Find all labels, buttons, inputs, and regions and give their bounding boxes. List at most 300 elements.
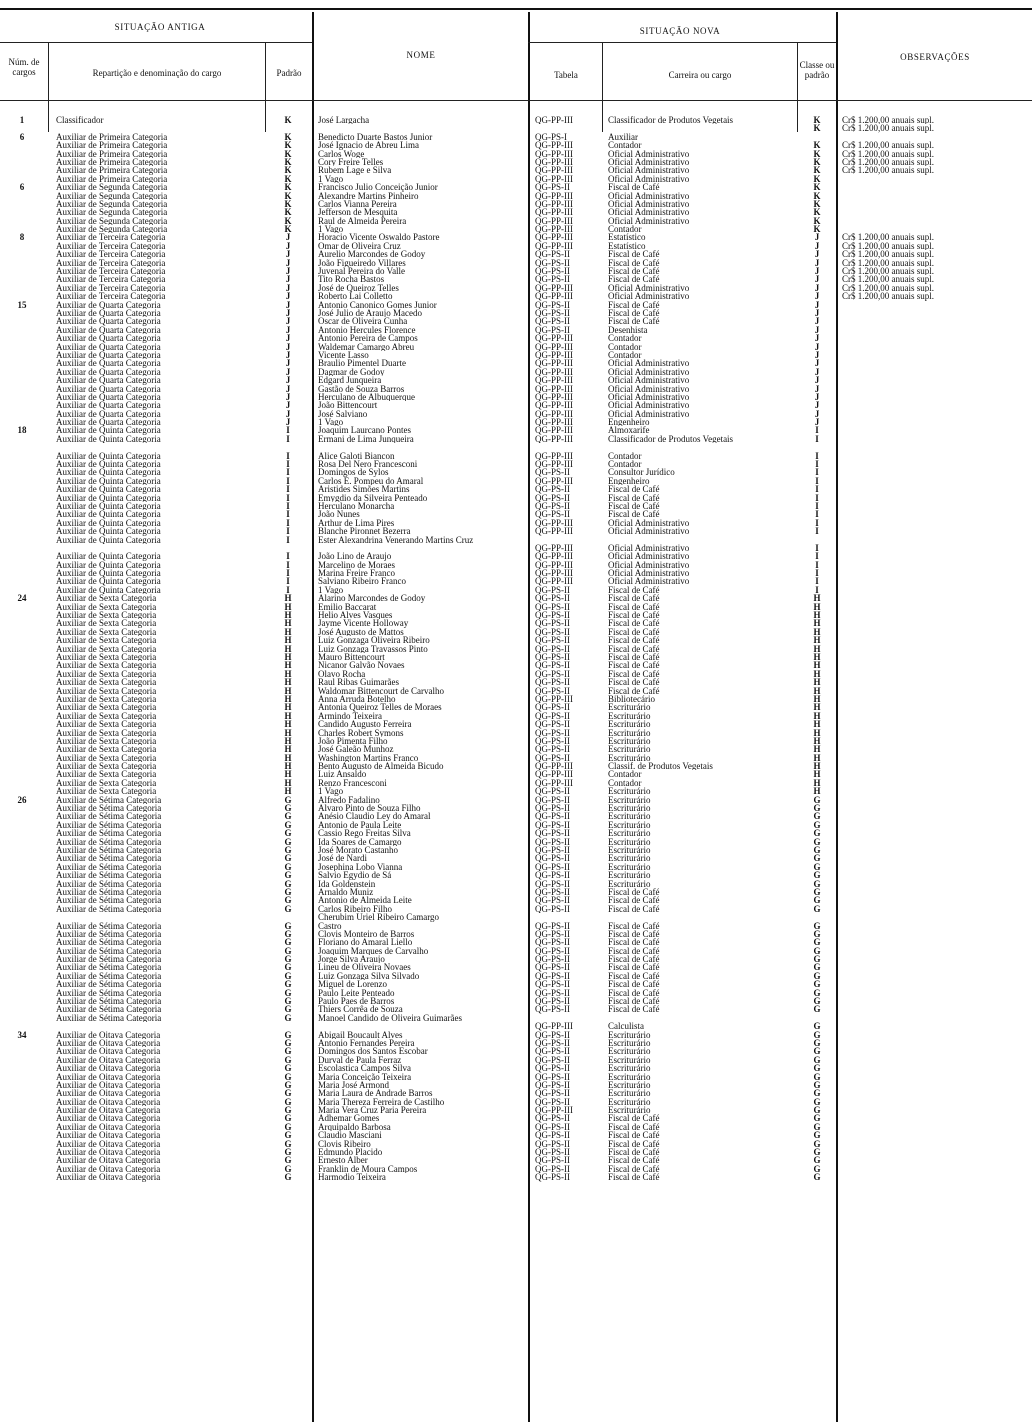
reparticao-cell: Auxiliar de Quarta Categoria bbox=[56, 359, 161, 368]
table-row bbox=[0, 863, 1032, 871]
reparticao-cell: Auxiliar de Sétima Categoria bbox=[56, 829, 162, 838]
table-row bbox=[0, 343, 1032, 351]
classe-cell: G bbox=[813, 871, 821, 880]
reparticao-cell: Auxiliar de Terceira Categoria bbox=[56, 258, 166, 268]
nome-cell: José Galeão Munhoz bbox=[318, 745, 394, 754]
nome-cell: Luiz Gonzaga Silva Silvado bbox=[318, 971, 420, 981]
table-row bbox=[0, 1123, 1032, 1131]
table-row bbox=[0, 477, 1032, 485]
nome-cell: Juvenal Pereira do Valle bbox=[318, 267, 406, 276]
observacao-cell: Cr$ 1.200,00 anuais supl. bbox=[842, 275, 934, 284]
reparticao-cell: Auxiliar de Terceira Categoria bbox=[56, 250, 166, 259]
table-row bbox=[0, 812, 1032, 820]
tabela-cell: QG-PP-III bbox=[535, 376, 573, 385]
tabela-cell: QG-PP-III bbox=[535, 149, 573, 158]
table-row bbox=[0, 955, 1032, 963]
padrao-cell: G bbox=[284, 988, 292, 998]
reparticao-cell: Auxiliar de Quinta Categoria bbox=[56, 518, 161, 528]
nome-cell: Aristides Simões Martins bbox=[318, 485, 410, 494]
classe-cell: J bbox=[814, 359, 820, 368]
reparticao-cell: Auxiliar de Sétima Categoria bbox=[56, 879, 162, 888]
tabela-cell: QG-PS-II bbox=[535, 711, 570, 721]
tabela-cell: QG-PS-II bbox=[535, 1139, 570, 1149]
reparticao-cell: Classificador bbox=[56, 116, 104, 125]
classe-cell: J bbox=[814, 275, 820, 284]
padrao-cell: G bbox=[284, 980, 292, 989]
nome-cell: Maria Vera Cruz Paria Pereira bbox=[318, 1106, 427, 1115]
tabela-cell: QG-PS-II bbox=[535, 703, 570, 712]
reparticao-cell: Auxiliar de Sétima Categoria bbox=[56, 896, 162, 905]
carreira-cell: Fiscal de Café bbox=[608, 1148, 660, 1157]
carreira-cell: Escriturário bbox=[608, 837, 651, 846]
carreira-cell: Fiscal de Café bbox=[608, 1131, 660, 1140]
reparticao-cell: Auxiliar de Sexta Categoria bbox=[56, 778, 157, 788]
reparticao-cell: Auxiliar de Sétima Categoria bbox=[56, 955, 162, 964]
padrao-cell: I bbox=[286, 485, 290, 494]
reparticao-cell: Auxiliar de Sexta Categoria bbox=[56, 594, 157, 603]
table-row bbox=[0, 1081, 1032, 1089]
nome-cell: Francisco Julio Conceição Junior bbox=[318, 183, 438, 192]
tabela-cell: QG-PS-II bbox=[535, 988, 570, 998]
table-row bbox=[0, 485, 1032, 493]
tabela-cell: QG-PP-III bbox=[535, 350, 573, 360]
carreira-cell: Escriturário bbox=[608, 745, 651, 754]
nome-cell: Horacio Vicente Oswaldo Pastore bbox=[318, 233, 440, 242]
classe-cell: J bbox=[814, 233, 820, 242]
table-row bbox=[0, 1031, 1032, 1039]
padrao-cell: G bbox=[284, 1072, 292, 1081]
reparticao-cell: Auxiliar de Oitava Categoria bbox=[56, 1139, 161, 1149]
tabela-cell: QG-PS-II bbox=[535, 1055, 570, 1065]
classe-cell: H bbox=[813, 661, 821, 670]
table-row bbox=[0, 796, 1032, 804]
nome-cell: Armindo Teixeira bbox=[318, 711, 382, 721]
nome-cell: Aurelio Marcondes de Godoy bbox=[318, 250, 426, 259]
table-row bbox=[0, 661, 1032, 669]
carreira-cell: Oficial Administrativo bbox=[608, 199, 690, 209]
table-row bbox=[0, 183, 1032, 191]
classe-cell: G bbox=[813, 938, 821, 947]
nome-cell: Herculano de Albuquerque bbox=[318, 392, 415, 402]
carreira-cell: Fiscal de Café bbox=[608, 946, 660, 956]
nome-cell: Gastão de Souza Barros bbox=[318, 384, 405, 393]
nome-cell: Salviano Ribeiro Franco bbox=[318, 577, 406, 586]
nome-cell: Durval de Paula Ferraz bbox=[318, 1055, 402, 1065]
table-row bbox=[0, 569, 1032, 577]
tabela-cell: QG-PP-III bbox=[535, 762, 573, 771]
padrao-cell: G bbox=[284, 1080, 292, 1090]
classe-cell: I bbox=[815, 426, 819, 435]
tabela-cell: QG-PS-II bbox=[535, 669, 570, 679]
classe-cell: J bbox=[814, 342, 820, 351]
tabela-cell: QG-PS-II bbox=[535, 686, 570, 695]
table-row bbox=[0, 1098, 1032, 1106]
padrao-heading: Padrão bbox=[276, 68, 302, 78]
table-row bbox=[0, 829, 1032, 837]
classe-cell: H bbox=[813, 694, 821, 704]
nome-cell: Thiers Corrêa de Souza bbox=[318, 1005, 403, 1014]
classe-cell: G bbox=[813, 1030, 821, 1039]
classe-cell: J bbox=[814, 350, 820, 360]
padrao-cell: H bbox=[284, 627, 292, 637]
reparticao-cell: Auxiliar de Quarta Categoria bbox=[56, 418, 161, 427]
reparticao-cell: Auxiliar de Sexta Categoria bbox=[56, 720, 157, 729]
tabela-cell: QG-PP-III bbox=[535, 451, 573, 461]
nome-cell: Omar de Oliveira Cruz bbox=[318, 241, 401, 251]
padrao-cell: G bbox=[284, 1139, 292, 1149]
table-row bbox=[0, 443, 1032, 451]
classe-cell: K bbox=[813, 141, 821, 150]
table-row bbox=[0, 1022, 1032, 1030]
nome-cell: Anna Arruda Botelho bbox=[318, 694, 396, 704]
header-rule bbox=[528, 42, 836, 43]
carreira-cell: Fiscal de Café bbox=[608, 661, 660, 670]
tabela-cell: QG-PP-III bbox=[535, 384, 573, 393]
reparticao-cell: Auxiliar de Sétima Categoria bbox=[56, 854, 162, 863]
carreira-cell: Escriturário bbox=[608, 871, 651, 880]
nome-cell: Rubem Lage e Silva bbox=[318, 166, 392, 175]
reparticao-cell: Auxiliar de Segunda Categoria bbox=[56, 225, 168, 234]
carreira-cell: Escriturário bbox=[608, 795, 651, 805]
padrao-cell: G bbox=[284, 896, 292, 905]
carreira-cell: Fiscal de Café bbox=[608, 250, 660, 259]
classe-cell: H bbox=[813, 703, 821, 712]
carreira-cell: Oficial Administrativo bbox=[608, 367, 690, 377]
tabela-cell: QG-PS-II bbox=[535, 678, 570, 687]
table-row bbox=[0, 301, 1032, 309]
nome-cell: Domingos de Sylos bbox=[318, 468, 389, 477]
classe-cell: G bbox=[813, 1173, 821, 1182]
carreira-cell: Fiscal de Café bbox=[608, 501, 660, 511]
padrao-cell: I bbox=[286, 451, 290, 461]
reparticao-cell: Auxiliar de Sétima Categoria bbox=[56, 988, 162, 998]
padrao-cell: J bbox=[285, 233, 291, 242]
nome-cell: Luiz Ansaldo bbox=[318, 770, 367, 779]
tabela-cell: QG-PP-III bbox=[535, 241, 573, 251]
tabela-cell: QG-PS-II bbox=[535, 837, 570, 846]
observacao-cell: Cr$ 1.200,00 anuais supl. bbox=[842, 141, 934, 150]
carreira-cell: Contador bbox=[608, 342, 642, 351]
nome-cell: Renzo Francesconi bbox=[318, 778, 387, 788]
nome-cell: Lineu de Oliveira Novaes bbox=[318, 963, 411, 972]
reparticao-cell: Auxiliar de Oitava Categoria bbox=[56, 1072, 161, 1081]
nome-cell: João Figueiredo Villares bbox=[318, 258, 406, 268]
carreira-cell: Fiscal de Café bbox=[608, 611, 660, 620]
table-row bbox=[0, 116, 1032, 124]
classe-cell: G bbox=[813, 929, 821, 939]
nome-cell: José Largacha bbox=[318, 116, 370, 125]
nome-cell: Claudio Masciani bbox=[318, 1131, 382, 1140]
nome-cell: Joaquim Laurcano Pontes bbox=[318, 426, 411, 435]
classe-cell: H bbox=[813, 602, 821, 612]
tabela-cell: QG-PS-II bbox=[535, 753, 570, 763]
tabela-cell: QG-PS-II bbox=[535, 1148, 570, 1157]
table-row bbox=[0, 905, 1032, 913]
classe-cell: J bbox=[814, 384, 820, 393]
reparticao-cell: Auxiliar de Sexta Categoria bbox=[56, 736, 157, 746]
tabela-cell: QG-PP-III bbox=[535, 434, 573, 444]
classe-cell: J bbox=[814, 392, 820, 402]
table-row bbox=[0, 552, 1032, 560]
padrao-cell: G bbox=[284, 1156, 292, 1165]
tabela-cell: QG-PS-II bbox=[535, 1131, 570, 1140]
classe-cell: J bbox=[814, 317, 820, 326]
table-row bbox=[0, 452, 1032, 460]
table-row bbox=[0, 393, 1032, 401]
table-row bbox=[0, 1014, 1032, 1022]
reparticao-cell: Auxiliar de Primeira Categoria bbox=[56, 141, 168, 150]
reparticao-cell: Auxiliar de Primeira Categoria bbox=[56, 166, 168, 175]
reparticao-cell: Auxiliar de Sexta Categoria bbox=[56, 762, 157, 771]
classe-cell: G bbox=[813, 1114, 821, 1123]
reparticao-cell: Auxiliar de Sétima Categoria bbox=[56, 820, 162, 830]
table-row bbox=[0, 980, 1032, 988]
nome-cell: Alarino Marcondes de Godoy bbox=[318, 594, 426, 603]
tabela-cell: QG-PS-II bbox=[535, 963, 570, 972]
tabela-cell: QG-PS-II bbox=[535, 510, 570, 519]
reparticao-cell: Auxiliar de Quinta Categoria bbox=[56, 468, 161, 477]
table-row bbox=[0, 418, 1032, 426]
carreira-cell: Fiscal de Café bbox=[608, 955, 660, 964]
carreira-cell: Oficial Administrativo bbox=[608, 216, 690, 226]
nome-cell: Antonio de Paula Leite bbox=[318, 820, 402, 830]
table-row bbox=[0, 770, 1032, 778]
nome-cell: Abigail Boucault Alves bbox=[318, 1030, 403, 1039]
padrao-cell: J bbox=[285, 418, 291, 427]
tabela-cell: QG-PS-II bbox=[535, 258, 570, 268]
tabela-cell: QG-PP-III bbox=[535, 292, 573, 301]
tabela-cell: QG-PS-II bbox=[535, 736, 570, 746]
table-row bbox=[0, 871, 1032, 879]
classe-cell: G bbox=[813, 1080, 821, 1090]
nome-cell: Blanche Pironnet Bezerra bbox=[318, 527, 411, 536]
table-row bbox=[0, 166, 1032, 174]
classe-cell: K bbox=[813, 208, 821, 217]
table-row bbox=[0, 217, 1032, 225]
carreira-cell: Fiscal de Café bbox=[608, 921, 660, 930]
table-row bbox=[0, 410, 1032, 418]
padrao-cell: H bbox=[284, 720, 292, 729]
padrao-cell: G bbox=[284, 804, 292, 813]
classe-cell: I bbox=[815, 485, 819, 494]
carreira-cell: Oficial Administrativo bbox=[608, 174, 690, 184]
observacao-cell: Cr$ 1.200,00 anuais supl. bbox=[842, 250, 934, 259]
tabela-cell: QG-PS-II bbox=[535, 787, 570, 796]
carreira-cell: Fiscal de Café bbox=[608, 258, 660, 268]
carreira-cell: Oficial Administrativo bbox=[608, 560, 690, 570]
padrao-cell: G bbox=[284, 938, 292, 947]
padrao-cell: I bbox=[286, 569, 290, 578]
tabela-cell: QG-PP-III bbox=[535, 401, 573, 410]
carreira-cell: Oficial Administrativo bbox=[608, 569, 690, 578]
tabela-cell: QG-PP-III bbox=[535, 359, 573, 368]
nome-cell: Maria José Armond bbox=[318, 1080, 389, 1090]
table-row bbox=[0, 460, 1032, 468]
carreira-cell: Fiscal de Café bbox=[608, 1139, 660, 1149]
carreira-cell: Fiscal de Café bbox=[608, 963, 660, 972]
tabela-cell: QG-PS-II bbox=[535, 1089, 570, 1098]
padrao-cell: I bbox=[286, 460, 290, 469]
reparticao-cell: Auxiliar de Terceira Categoria bbox=[56, 233, 166, 242]
tabela-cell: QG-PP-III bbox=[535, 577, 573, 586]
table-row bbox=[0, 561, 1032, 569]
padrao-cell: I bbox=[286, 510, 290, 519]
reparticao-cell: Auxiliar de Sétima Categoria bbox=[56, 1013, 162, 1023]
reparticao-cell: Auxiliar de Oitava Categoria bbox=[56, 1122, 161, 1132]
reparticao-cell: Auxiliar de Sétima Categoria bbox=[56, 1005, 162, 1014]
carreira-cell: Escriturário bbox=[608, 1072, 651, 1081]
carreira-cell: Classificador de Produtos Vegetais bbox=[608, 116, 734, 125]
padrao-cell: G bbox=[284, 971, 292, 981]
carreira-cell: Escriturário bbox=[608, 1097, 651, 1107]
carreira-cell: Classificador de Produtos Vegetais bbox=[608, 434, 734, 444]
reparticao-cell: Auxiliar de Quinta Categoria bbox=[56, 485, 161, 494]
nome-cell: Manoel Candido de Oliveira Guimarães bbox=[318, 1013, 462, 1023]
reparticao-cell: Auxiliar de Quinta Categoria bbox=[56, 510, 161, 519]
reparticao-cell: Auxiliar de Oitava Categoria bbox=[56, 1055, 161, 1065]
tabela-cell: QG-PP-III bbox=[535, 569, 573, 578]
reparticao-cell: Auxiliar de Oitava Categoria bbox=[56, 1047, 161, 1056]
padrao-cell: J bbox=[285, 350, 291, 360]
nome-cell: Ernesto Alber bbox=[318, 1156, 368, 1165]
cargo-count: 15 bbox=[17, 300, 27, 309]
nome-cell: Waldomar Bittencourt de Carvalho bbox=[318, 686, 444, 695]
table-row bbox=[0, 1165, 1032, 1173]
padrao-cell: K bbox=[284, 166, 292, 175]
carreira-cell: Contador bbox=[608, 141, 642, 150]
carreira-cell: Escriturário bbox=[608, 845, 651, 855]
classe-cell: H bbox=[813, 636, 821, 645]
table-row bbox=[0, 779, 1032, 787]
padrao-cell: I bbox=[286, 501, 290, 511]
table-row bbox=[0, 275, 1032, 283]
reparticao-cell: Auxiliar de Oitava Categoria bbox=[56, 1173, 161, 1182]
nome-cell: Paulo Paes de Barros bbox=[318, 997, 395, 1006]
nome-cell: Maria Conceição Teixeira bbox=[318, 1072, 412, 1081]
tabela-cell: QG-PS-II bbox=[535, 594, 570, 603]
carreira-cell: Fiscal de Café bbox=[608, 493, 660, 502]
table-row bbox=[0, 1156, 1032, 1164]
classe-cell: G bbox=[813, 1106, 821, 1115]
nome-cell: Nicanor Galvão Novaes bbox=[318, 661, 405, 670]
table-row bbox=[0, 1173, 1032, 1181]
classe-cell: J bbox=[814, 267, 820, 276]
nome-cell: Waldemar Camargo Abreu bbox=[318, 342, 415, 351]
reparticao-cell: Auxiliar de Oitava Categoria bbox=[56, 1038, 161, 1048]
padrao-cell: G bbox=[284, 879, 292, 888]
classe-cell: J bbox=[814, 401, 820, 410]
table-row bbox=[0, 225, 1032, 233]
carreira-cell: Escriturário bbox=[608, 703, 651, 712]
carreira-cell: Fiscal de Café bbox=[608, 997, 660, 1006]
nome-cell: Clovis Monteiro de Barros bbox=[318, 929, 415, 939]
nome-cell: Floriano do Amaral Liello bbox=[318, 938, 413, 947]
reparticao-cell: Auxiliar de Quinta Categoria bbox=[56, 476, 161, 486]
table-row bbox=[0, 351, 1032, 359]
carreira-cell: Fiscal de Café bbox=[608, 485, 660, 494]
tabela-cell: QG-PS-II bbox=[535, 300, 570, 309]
reparticao-cell: Auxiliar de Sétima Categoria bbox=[56, 837, 162, 846]
padrao-cell: I bbox=[286, 434, 290, 444]
padrao-cell: J bbox=[285, 401, 291, 410]
reparticao-cell: Auxiliar de Terceira Categoria bbox=[56, 241, 166, 251]
classe-cell: J bbox=[814, 334, 820, 343]
classe-heading: Classe ou padrão bbox=[799, 60, 835, 80]
carreira-cell: Contador bbox=[608, 334, 642, 343]
header-rule bbox=[0, 42, 312, 43]
table-row bbox=[0, 233, 1032, 241]
tabela-cell: QG-PS-II bbox=[535, 501, 570, 511]
tabela-cell: QG-PS-II bbox=[535, 317, 570, 326]
table-row bbox=[0, 435, 1032, 443]
tabela-heading: Tabela bbox=[554, 70, 578, 80]
tabela-cell: QG-PP-III bbox=[535, 157, 573, 167]
classe-cell: J bbox=[814, 325, 820, 335]
carreira-cell: Oficial Administrativo bbox=[608, 518, 690, 528]
tabela-cell: QG-PS-II bbox=[535, 1030, 570, 1039]
reparticao-cell: Auxiliar de Quinta Categoria bbox=[56, 560, 161, 570]
cargo-count: 34 bbox=[17, 1030, 27, 1039]
nome-cell: Mauro Bittencourt bbox=[318, 653, 385, 662]
table-row bbox=[0, 292, 1032, 300]
tabela-cell: QG-PS-I bbox=[535, 132, 568, 142]
carreira-cell: Oficial Administrativo bbox=[608, 283, 690, 293]
padrao-cell: I bbox=[286, 577, 290, 586]
reparticao-cell: Auxiliar de Sexta Categoria bbox=[56, 602, 157, 612]
tabela-cell: QG-PS-II bbox=[535, 644, 570, 654]
padrao-cell: G bbox=[284, 946, 292, 956]
padrao-cell: G bbox=[284, 1164, 292, 1174]
padrao-cell: G bbox=[284, 955, 292, 964]
table-row bbox=[0, 401, 1032, 409]
tabela-cell: QG-PP-III bbox=[535, 208, 573, 217]
nome-cell: Washington Martins Franco bbox=[318, 753, 419, 763]
tabela-cell: QG-PS-II bbox=[535, 636, 570, 645]
nome-cell: 1 Vago bbox=[318, 225, 344, 234]
nome-cell: Alfredo Fadalino bbox=[318, 795, 380, 805]
table-row bbox=[0, 611, 1032, 619]
carreira-cell: Contador bbox=[608, 350, 642, 360]
nome-cell: José Ignacio de Abreu Lima bbox=[318, 141, 419, 150]
padrao-cell: H bbox=[284, 770, 292, 779]
padrao-cell: K bbox=[284, 183, 292, 192]
nome-cell: Cherubim Uriel Ribeiro Camargo bbox=[318, 913, 440, 922]
nome-cell: José Salviano bbox=[318, 409, 368, 419]
reparticao-cell: Auxiliar de Sexta Categoria bbox=[56, 653, 157, 662]
observacao-cell: Cr$ 1.200,00 anuais supl. bbox=[842, 166, 934, 175]
carreira-cell: Escriturário bbox=[608, 862, 651, 872]
reparticao-cell: Auxiliar de Quarta Categoria bbox=[56, 308, 161, 318]
tabela-cell: QG-PP-III bbox=[535, 199, 573, 209]
classe-cell: I bbox=[815, 510, 819, 519]
old-situation-heading: SITUAÇÃO ANTIGA bbox=[114, 22, 206, 32]
reparticao-cell: Auxiliar de Sexta Categoria bbox=[56, 619, 157, 628]
carreira-cell: Fiscal de Café bbox=[608, 267, 660, 276]
carreira-cell: Oficial Administrativo bbox=[608, 292, 690, 301]
nome-cell: Olavo Rocha bbox=[318, 669, 366, 679]
carreira-cell: Oficial Administrativo bbox=[608, 191, 690, 200]
padrao-cell: J bbox=[285, 283, 291, 293]
padrao-cell: J bbox=[285, 409, 291, 419]
table-row bbox=[0, 426, 1032, 434]
table-row bbox=[0, 1114, 1032, 1122]
reparticao-cell: Auxiliar de Primeira Categoria bbox=[56, 149, 168, 158]
classe-cell: G bbox=[813, 804, 821, 813]
classe-cell: I bbox=[815, 476, 819, 486]
padrao-cell: G bbox=[284, 795, 292, 805]
reparticao-cell: Auxiliar de Quarta Categoria bbox=[56, 367, 161, 377]
nome-cell: Oscar de Oliveira Cunha bbox=[318, 317, 408, 326]
